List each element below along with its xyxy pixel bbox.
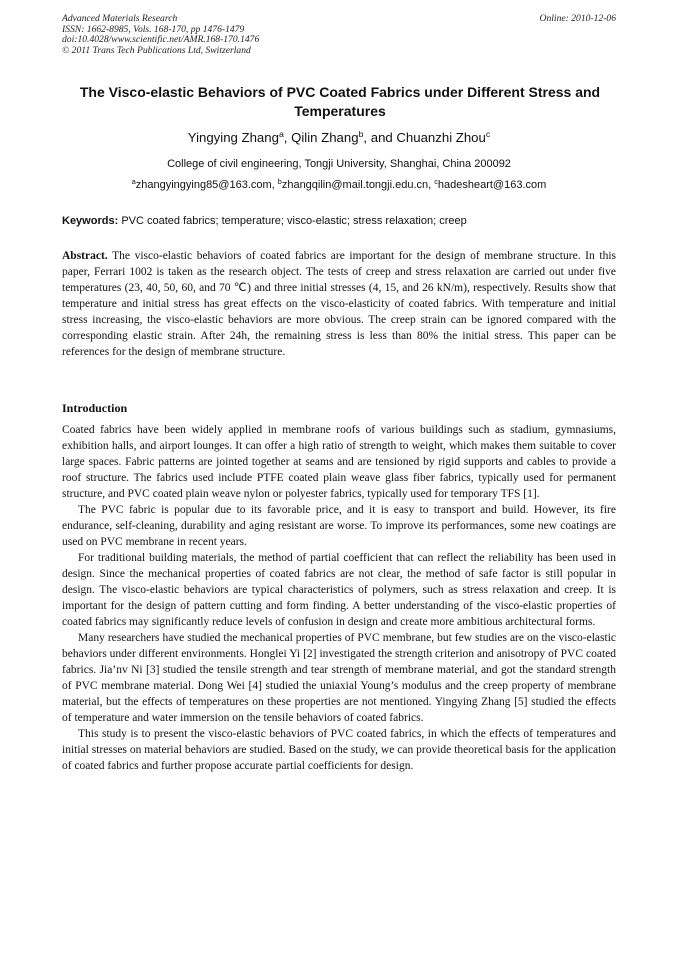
abstract (62, 248, 616, 360)
email-1[interactable]: $^a$zhangyingying85@163.com, (131, 177, 278, 191)
email-2[interactable]: $^b$zhangqilin@mail.tongji.edu.cn, (277, 177, 435, 191)
author-1: Yingying Zhang$^a$, (187, 129, 292, 145)
author-emails (62, 178, 616, 192)
copyright-line: © 2011 Trans Tech Publications Ltd, Switzerland (62, 44, 251, 56)
author-list (62, 130, 616, 146)
abstract-text: The visco-elastic behaviors of coated fabrics are important for the design of membrane structure. In this paper, Ferrari 1002 is taken as the research object. The tests of creep and stress relaxation are carried out under five temperatures (23, 40, 50, 60, and 70 ℃) and three initial stresses (4, 15, and 26 kN/m), respectively. Results show that temperature and initial stress has great effects on the visco-elasticity of coated fabrics. With temperature and initial stress increasing, the visco-elastic behaviors are more obvious. The creep strain can be ignored compared with the corresponding elastic strain. After 24h, the remaining stress is less than 80% the initial stress. This paper can be references for the design of membrane structure. (62, 250, 617, 358)
intro-paragraph: This study is to present the visco-elastic behaviors of PVC coated fabrics, in which the effects of temperatures and initial stresses on material behaviors are studied. Based on the study, we can provide theoretical basis for the application of coated fabrics and further propose accurate partial coefficients for design. (62, 728, 616, 772)
section-heading-introduction: Introduction (62, 401, 128, 415)
introduction-body (62, 422, 616, 774)
journal-header (62, 14, 616, 56)
intro-paragraph: For traditional building materials, the method of partial coefficient that can reflect the reliability has been used in design. Since the mechanical properties of coated fabrics are not clear, the method of safe factor is still popular in design. The visco-elastic behaviors are typical characteristics of polymers, such as stress relaxation and creep. It is important for the design of pattern cutting and form finding. A better understanding of the visco-elastic properties of coated fabrics may significantly reduce levels of confusion in design and create more ambitious architectural forms. (62, 552, 616, 628)
paper-title: The Visco-elastic Behaviors of PVC Coated Fabrics under Different Stress and Temperatures (79, 84, 601, 119)
email-3[interactable]: $^c$hadesheart@163.com (434, 177, 547, 191)
intro-paragraph: Coated fabrics have been widely applied in membrane roofs of various buildings such as stadium, gymnasiums, exhibition halls, and airport lounges. It can offer a high ratio of strength to weight, which makes them suitable to cover large spaces. Fabric patterns are jointed together at seams and are tensioned by rigid supports and cables to provide a roof structure. The fabrics used include PTFE coated plain weave glass fiber fabrics, typically used for permanent structure, and PVC coated plain weave nylon or polyester fabrics, typically used for temporary TFS [1]. (62, 424, 616, 500)
online-date: Online: 2010-12-06 (539, 13, 616, 24)
abstract-label: Abstract. (62, 250, 108, 262)
doi-line[interactable]: doi:10.4028/www.scientific.net/AMR.168-170.1476 (62, 34, 260, 46)
author-2: Qilin Zhang$^b$, and (291, 129, 397, 145)
keywords (62, 214, 616, 228)
journal-name: Advanced Materials Research (62, 13, 178, 24)
keywords-label: Keywords: (62, 215, 119, 227)
keywords-text: PVC coated fabrics; temperature; visco-elastic; stress relaxation; creep (121, 215, 467, 227)
intro-paragraph: Many researchers have studied the mechanical properties of PVC membrane, but few studies are on the visco-elastic behaviors under different environments. Honglei Yi [2] investigated the strength criterion and anisotropy of PVC coated fabrics. Jia’nv Ni [3] studied the tensile strength and tear strength of membrane material, and got the standard strength of PVC membrane material. Dong Wei [4] studied the uniaxial Young’s modulus and the creep property of membrane material, but the effects of temperatures on these properties are not mentioned. Yingying Zhang [5] studied the effects of temperature and water immersion on the tensile behaviors of coated fabrics. (62, 632, 616, 724)
issn-line: ISSN: 1662-8985, Vols. 168-170, pp 1476-1479 (62, 23, 245, 35)
author-3: Chuanzhi Zhou$^c$ (396, 129, 491, 145)
intro-paragraph: The PVC fabric is popular due to its favorable price, and it is easy to transport and build. However, its fire endurance, self-cleaning, durability and aging resistant are worse. To improve its performances, some new coatings are used on PVC membrane in recent years. (62, 504, 616, 548)
affiliation: College of civil engineering, Tongji University, Shanghai, China 200092 (167, 158, 511, 170)
